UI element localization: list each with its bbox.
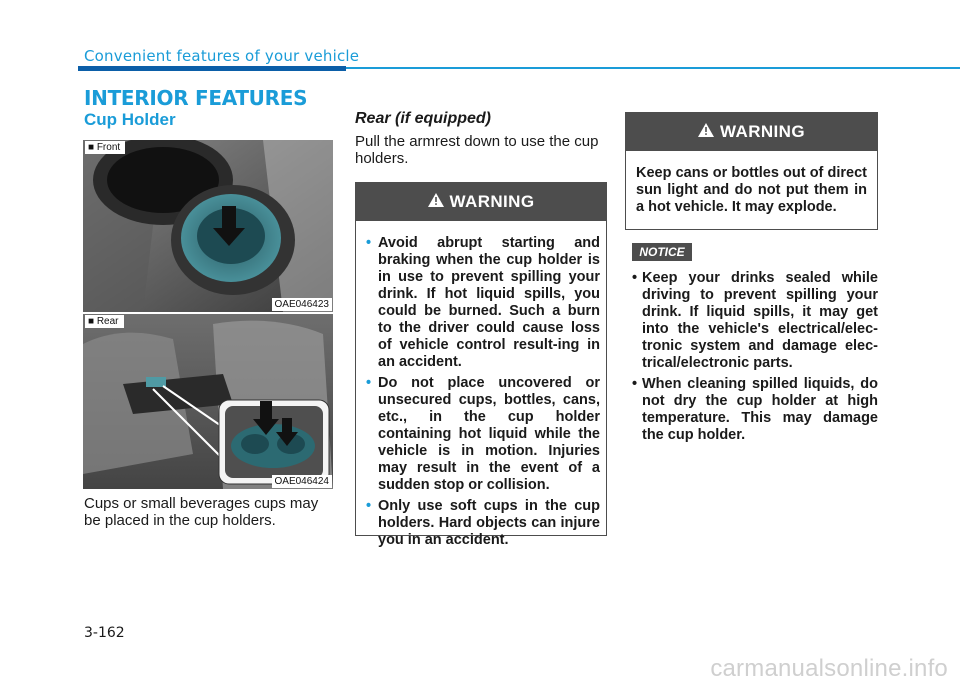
list-item: • Avoid abrupt starting and braking when the cup holder is in use to prevent spilling your drink. If hot liquid spills, you could be burned. Such a burn to the driver could cause loss of vehicle control result-ing in an accident.	[366, 235, 600, 370]
header-bar	[78, 66, 346, 71]
cup-holder-title: Cup Holder	[84, 110, 176, 129]
warning-triangle-icon	[698, 122, 714, 142]
section-title: INTERIOR FEATURES	[84, 86, 308, 110]
warning-box-2	[625, 112, 878, 230]
list-item: • Keep your drinks sealed while driving to prevent spilling your drink. If liquid spills, it may get into the vehicle's electrical/elec-tronic system and damage elec-trical/electronic parts.	[632, 270, 878, 371]
rear-photo-tag: ■ Rear	[85, 315, 124, 328]
front-photo-tag: ■ Front	[85, 141, 125, 154]
notice-badge: NOTICE	[632, 243, 692, 261]
warning-box-1	[355, 182, 607, 548]
header-rule	[346, 67, 960, 69]
warning-label-1: WARNING	[449, 192, 535, 211]
rear-description: Pull the armrest down to use the cup holders.	[355, 133, 599, 167]
list-item: • Do not place uncovered or unsecured cups, bottles, cans, etc., in the cup holder containing hot liquid while the vehicle is in motion. Injuries may result in the event of a sudden stop or collision.	[366, 375, 600, 493]
page-number: 3-162	[84, 625, 125, 641]
warning-header-2	[626, 113, 877, 151]
warning-label-2: WARNING	[720, 122, 805, 141]
watermark: carmanualsonline.info	[710, 655, 948, 682]
warning-header-1	[356, 183, 606, 221]
rear-title: Rear (if equipped)	[355, 110, 492, 127]
front-cup-holder-photo	[83, 140, 333, 312]
cup-holder-description: Cups or small beverages cups may be placed in the cup holders.	[84, 495, 319, 529]
list-item: • Only use soft cups in the cup holders. Hard objects can injure you in an accident.	[366, 498, 600, 548]
warning-text-2: Keep cans or bottles out of direct sun light and do not put them in a hot vehicle. It may explode.	[636, 165, 867, 215]
rear-cup-holder-photo	[83, 314, 333, 489]
notice-list	[632, 270, 878, 448]
chapter-title: Convenient features of your vehicle	[84, 47, 360, 65]
warning-triangle-icon	[428, 192, 444, 212]
rear-photo-code: OAE046424	[272, 475, 333, 488]
front-photo-code: OAE046423	[272, 298, 333, 311]
list-item: • When cleaning spilled liquids, do not dry the cup holder at high temperature. This may damage the cup holder.	[632, 376, 878, 443]
warning-list-1	[356, 221, 606, 561]
